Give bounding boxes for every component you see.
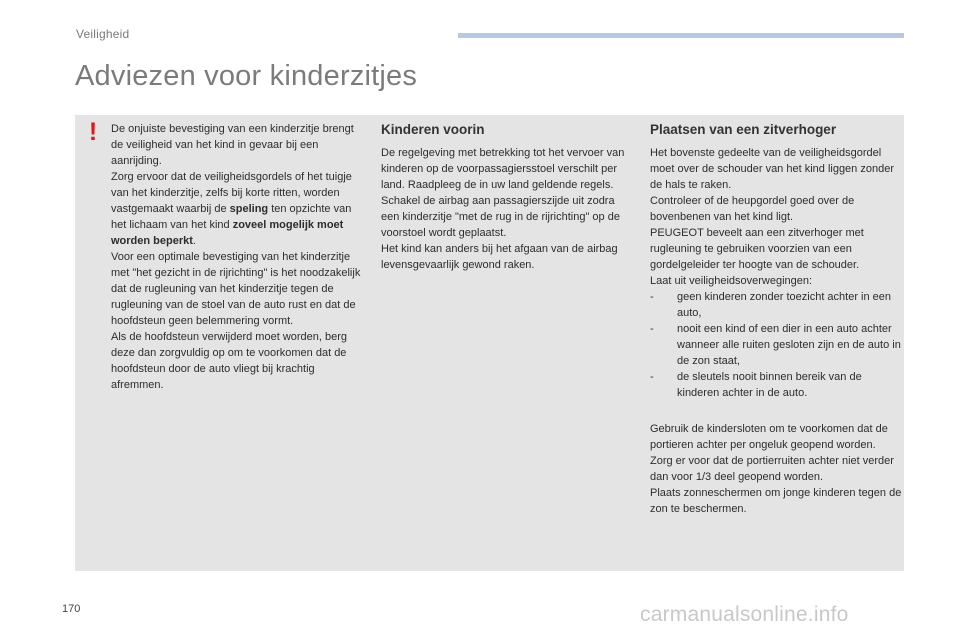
page-title: Adviezen voor kinderzitjes (75, 60, 418, 92)
heading-booster-seat: Plaatsen van een zitverhoger (650, 122, 837, 137)
front-paragraph: De regelgeving met betrekking tot het vervoer van kinderen op de voorpassagiersstoel verschilt per land. Raadpleeg de in uw land geldende regels. (381, 147, 625, 191)
warning-paragraph (111, 169, 361, 249)
text-run: Zorg ervoor dat de veiligheidsgordels of het tuigje van het kinderzitje, zelfs bij korte ritten, worden vastgemaakt waarbij de (111, 171, 352, 215)
list-item-text: nooit een kind of een dier in een auto achter wanneer alle ruiten gesloten zijn en de auto in de zon staat, (677, 323, 901, 367)
list-item (650, 289, 902, 321)
heading-front-children: Kinderen voorin (381, 122, 485, 137)
booster-paragraph: Het bovenste gedeelte van de veiligheidsgordel moet over de schouder van het kind liggen zonder de hals te raken. (650, 147, 894, 191)
list-item (650, 321, 902, 369)
text-run: ten opzichte van het lichaam van het kind (111, 203, 352, 231)
list-item (650, 369, 902, 401)
page-number: 170 (62, 603, 81, 615)
booster-paragraph: Zorg er voor dat de portierruiten achter niet verder dan voor 1/3 deel geopend worden. (650, 455, 894, 483)
exclamation-warning-icon: ! (88, 118, 98, 146)
warning-column (111, 121, 361, 393)
text-run: . (192, 235, 196, 247)
list-item-text: geen kinderen zonder toezicht achter in een auto, (677, 291, 892, 319)
list-dash: - (650, 371, 654, 383)
child-lock-column (650, 421, 902, 517)
warning-paragraph: Voor een optimale bevestiging van het kinderzitje met "het gezicht in de rijrichting" is het noodzakelijk dat de rugleuning van het kinderzitje tegen de rugleuning van de stoel van de auto rust en dat de hoofdsteun geen belemmering vormt. (111, 251, 361, 327)
front-children-column (381, 145, 631, 273)
booster-paragraph: Controleer of de heupgordel goed over de bovenbenen van het kind ligt. (650, 195, 855, 223)
header-rule (458, 33, 904, 38)
booster-list-intro: Laat uit veiligheidsoverwegingen: (650, 275, 813, 287)
booster-paragraph: Plaats zonneschermen om jonge kinderen tegen de zon te beschermen. (650, 487, 902, 515)
emphasis-text: zoveel mogelijk moet worden beperkt (111, 219, 344, 247)
section-label: Veiligheid (76, 27, 130, 41)
watermark: carmanualsonline.info (640, 603, 849, 626)
front-paragraph: Schakel de airbag aan passagierszijde uit zodra een kinderzitje "met de rug in de rijrichting" op de voorstoel wordt geplaatst. (381, 195, 620, 239)
front-paragraph: Het kind kan anders bij het afgaan van de airbag levensgevaarlijk gewond raken. (381, 243, 618, 271)
warning-paragraph: Als de hoofdsteun verwijderd moet worden, berg deze dan zorgvuldig op om te voorkomen dat de hoofdsteun door de auto vliegt bij krachtig afremmen. (111, 331, 348, 391)
list-dash: - (650, 323, 654, 335)
list-item-text: de sleutels nooit binnen bereik van de kinderen achter in de auto. (677, 371, 862, 399)
booster-paragraph: PEUGEOT beveelt aan een zitverhoger met rugleuning te gebruiken voorzien van een gordelgeleider ter hoogte van de schouder. (650, 227, 864, 271)
booster-paragraph: Gebruik de kindersloten om te voorkomen dat de portieren achter per ongeluk geopend worden. (650, 423, 888, 451)
list-dash: - (650, 291, 654, 303)
warning-paragraph: De onjuiste bevestiging van een kinderzitje brengt de veiligheid van het kind in gevaar bij een aanrijding. (111, 123, 354, 167)
booster-column (650, 145, 902, 401)
emphasis-text: speling (229, 203, 269, 215)
